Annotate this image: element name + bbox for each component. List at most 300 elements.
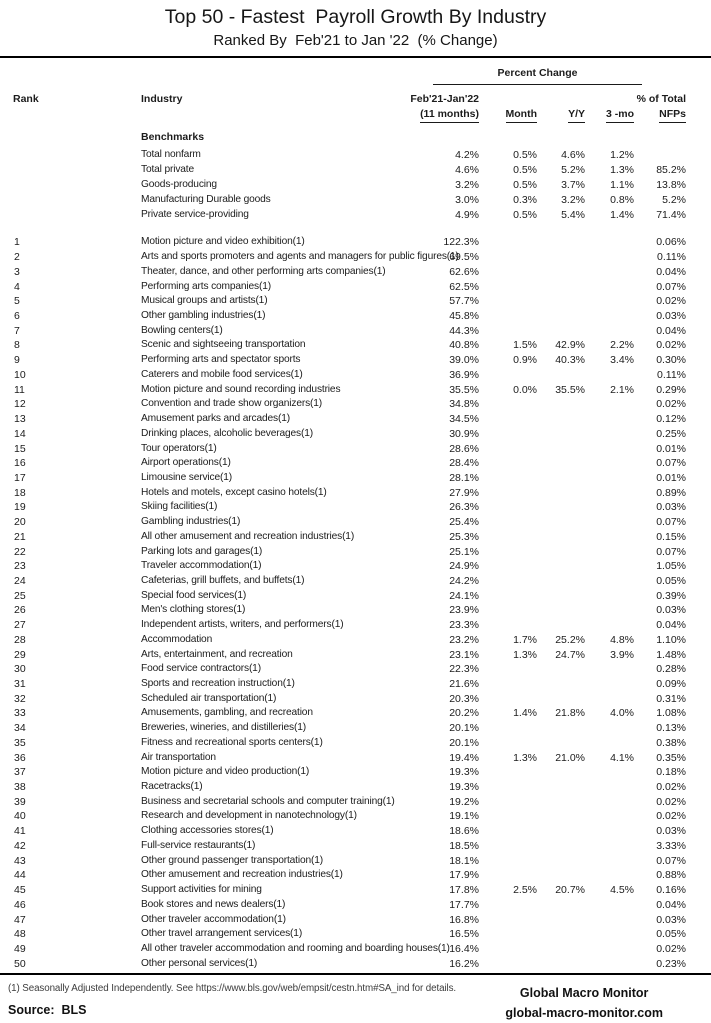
pct-nfp-cell: 0.09% (656, 678, 686, 691)
rank-cell: 14 (14, 427, 26, 440)
pct-month-cell: 0.5% (513, 163, 537, 176)
pct-yy-cell (537, 795, 585, 810)
yy-header-underlined: Y/Y (568, 107, 585, 123)
rank-cell: 45 (14, 884, 26, 897)
pct-yy-cell (537, 412, 585, 427)
pct-yy-cell (537, 545, 585, 560)
pct-month-cell (479, 442, 537, 457)
rank-cell: 43 (14, 854, 26, 867)
pct-nfp-cell: 0.03% (656, 825, 686, 838)
pct-nfp-cell: 0.88% (656, 869, 686, 882)
rank-cell: 3 (14, 265, 20, 278)
table-header (0, 58, 711, 130)
industry-cell: Limousine service(1) (141, 471, 232, 483)
industry-cell: Skiing facilities(1) (141, 501, 218, 513)
pct-yy-cell (537, 824, 585, 839)
month-column-header (479, 107, 537, 123)
pct-yy-cell (537, 942, 585, 957)
pct-nfp-cell: 1.08% (656, 707, 686, 720)
empty-header-cell (585, 92, 634, 107)
pct-11mo-cell: 25.3% (449, 530, 479, 543)
pct-11mo-cell: 28.6% (449, 442, 479, 455)
pct-month-cell: 2.5% (513, 884, 537, 897)
pct-nfp-cell: 0.12% (656, 413, 686, 426)
industry-cell: Manufacturing Durable goods (141, 193, 271, 205)
pct-nfp-cell: 0.02% (656, 942, 686, 955)
pct-month-cell: 0.5% (513, 208, 537, 221)
pct-11mo-cell: 20.3% (449, 692, 479, 705)
pct-11mo-cell: 17.7% (449, 898, 479, 911)
pct-month-cell (479, 530, 537, 545)
rank-cell: 27 (14, 619, 26, 632)
rank-cell: 23 (14, 560, 26, 573)
pct-yy-cell (537, 294, 585, 309)
pct-11mo-cell: 28.1% (449, 471, 479, 484)
pct-yy-cell (537, 927, 585, 942)
industry-cell: Bowling centers(1) (141, 324, 223, 336)
rank-cell: 47 (14, 913, 26, 926)
pct-11mo-cell: 24.9% (449, 560, 479, 573)
pct-nfp-cell: 0.03% (656, 604, 686, 617)
pct-11mo-cell: 21.6% (449, 678, 479, 691)
pct-month-cell (479, 913, 537, 928)
pct-3mo-cell (585, 324, 634, 339)
pct-yy-cell: 21.8% (555, 707, 585, 720)
pct-month-cell (479, 868, 537, 883)
rank-cell: 20 (14, 516, 26, 529)
pct-11mo-cell: 69.5% (449, 251, 479, 264)
pct-yy-cell (537, 662, 585, 677)
pct-yy-cell (537, 250, 585, 265)
pct-3mo-cell: 4.1% (610, 751, 634, 764)
pct-nfp-cell: 1.05% (656, 560, 686, 573)
pct-3mo-cell: 4.0% (610, 707, 634, 720)
pct-3mo-cell (585, 486, 634, 501)
industry-cell: Tour operators(1) (141, 442, 217, 454)
ranked-rows-body (0, 235, 711, 971)
pct-3mo-cell (585, 456, 634, 471)
empty-cell (8, 130, 141, 144)
pct-yy-cell: 3.2% (561, 193, 585, 206)
pct-yy-cell (537, 839, 585, 854)
pct-month-cell (479, 427, 537, 442)
pct-nfp-cell: 0.39% (656, 589, 686, 602)
pct-3mo-cell (585, 559, 634, 574)
pct-nfp-cell: 0.04% (656, 324, 686, 337)
industry-cell: Fitness and recreational sports centers(1) (141, 736, 323, 748)
pct-nfp-cell: 0.03% (656, 501, 686, 514)
rank-cell: 41 (14, 825, 26, 838)
pct-nfp-cell: 0.29% (656, 383, 686, 396)
pct-nfp-cell: 0.07% (656, 457, 686, 470)
pct-3mo-cell: 1.1% (610, 178, 634, 191)
pct-3mo-cell (585, 824, 634, 839)
pct-nfp-cell: 3.33% (656, 839, 686, 852)
industry-cell: Other traveler accommodation(1) (141, 913, 286, 925)
pct-11mo-cell: 24.1% (449, 589, 479, 602)
pct-11mo-cell: 45.8% (449, 310, 479, 323)
industry-cell: Arts, entertainment, and recreation (141, 648, 293, 660)
pct-3mo-cell (585, 427, 634, 442)
pct-11mo-cell: 16.8% (449, 913, 479, 926)
pct-month-cell: 1.4% (513, 707, 537, 720)
pct-nfp-cell: 0.16% (656, 884, 686, 897)
pct-nfp-cell: 0.04% (656, 619, 686, 632)
pct-11mo-cell: 27.9% (449, 486, 479, 499)
pct-yy-cell: 25.2% (555, 633, 585, 646)
pct-month-cell (479, 692, 537, 707)
pct-11mo-cell: 26.3% (449, 501, 479, 514)
period-header-underlined: (11 months) (420, 107, 479, 123)
pct-month-cell (479, 589, 537, 604)
pct-yy-cell (537, 309, 585, 324)
pct-yy-cell (537, 618, 585, 633)
pct-nfp-cell: 0.38% (656, 736, 686, 749)
pct-3mo-cell (585, 795, 634, 810)
industry-cell: Convention and trade show organizers(1) (141, 398, 323, 410)
industry-cell: All other traveler accommodation and rooming and boarding houses(1) (141, 942, 450, 954)
rank-cell: 9 (14, 354, 20, 367)
pct-yy-cell: 4.6% (561, 149, 585, 161)
pct-nfp-cell: 0.03% (656, 913, 686, 926)
pct-month-cell: 1.7% (513, 633, 537, 646)
rank-cell: 19 (14, 501, 26, 514)
empty-header-cell (537, 92, 585, 107)
pct-11mo-cell: 62.5% (449, 280, 479, 293)
industry-cell: Clothing accessories stores(1) (141, 825, 274, 837)
pct-month-cell (479, 765, 537, 780)
pct-month-cell: 0.5% (513, 149, 537, 161)
pct-month-cell (479, 486, 537, 501)
pct-11mo-cell: 23.1% (449, 648, 479, 661)
pct-3mo-cell (585, 515, 634, 530)
pct-month-cell: 0.0% (513, 383, 537, 396)
pct-3mo-cell (585, 603, 634, 618)
pct-3mo-cell: 4.5% (610, 884, 634, 897)
pct-11mo-cell: 22.3% (449, 663, 479, 676)
pct-3mo-cell (585, 736, 634, 751)
header-row-line2 (0, 107, 711, 123)
pct-11mo-cell: 35.5% (449, 383, 479, 396)
pct-month-cell: 1.3% (513, 751, 537, 764)
rank-cell: 26 (14, 604, 26, 617)
pct-nfp-cell: 0.05% (656, 928, 686, 941)
pct-month-cell: 0.9% (513, 354, 537, 367)
pct-month-cell: 0.5% (513, 178, 537, 191)
pct-11mo-cell: 16.2% (449, 957, 479, 970)
rank-cell: 25 (14, 589, 26, 602)
pct-month-cell (479, 721, 537, 736)
pct-month-cell (479, 795, 537, 810)
industry-cell: Motion picture and video exhibition(1) (141, 236, 305, 248)
pct-3mo-cell (585, 868, 634, 883)
pct-yy-cell (537, 471, 585, 486)
industry-cell: Total nonfarm (141, 149, 201, 160)
pct-yy-cell (537, 692, 585, 707)
rank-cell (8, 208, 141, 223)
pct-11mo-cell: 28.4% (449, 457, 479, 470)
industry-cell: Racetracks(1) (141, 781, 203, 793)
pct-3mo-cell (585, 397, 634, 412)
industry-cell: Research and development in nanotechnology(1) (141, 810, 357, 822)
benchmarks-body (0, 148, 711, 222)
pct-3mo-cell (585, 854, 634, 869)
pct-nfp-cell: 0.05% (656, 574, 686, 587)
rank-cell (8, 163, 141, 178)
pct-month-cell (479, 559, 537, 574)
pct-11mo-cell: 3.0% (455, 193, 479, 206)
industry-cell: Other travel arrangement services(1) (141, 928, 303, 940)
pct-yy-cell (537, 324, 585, 339)
pct-3mo-cell (585, 545, 634, 560)
section-gap (0, 222, 711, 235)
pct-month-cell (479, 368, 537, 383)
rank-cell: 10 (14, 368, 26, 381)
rank-cell: 7 (14, 324, 20, 337)
industry-cell: Breweries, wineries, and distilleries(1) (141, 722, 306, 734)
pct-3mo-cell (585, 677, 634, 692)
industry-column-header: Industry (141, 93, 183, 105)
rank-cell: 6 (14, 310, 20, 323)
rank-cell: 36 (14, 751, 26, 764)
footer-right (505, 983, 663, 1023)
industry-cell: Sports and recreation instruction(1) (141, 678, 295, 690)
pct-3mo-cell: 0.8% (610, 193, 634, 206)
rank-cell: 37 (14, 766, 26, 779)
pct-month-cell (479, 662, 537, 677)
pct-3mo-cell (585, 780, 634, 795)
rank-cell: 22 (14, 545, 26, 558)
pct-month-cell (479, 456, 537, 471)
rank-cell (8, 148, 141, 163)
pct-nfp-cell: 0.25% (656, 427, 686, 440)
pct-yy-cell (537, 515, 585, 530)
pct-month-cell (479, 309, 537, 324)
pct-nfp-cell: 0.02% (656, 295, 686, 308)
pct-nfp-cell: 0.07% (656, 280, 686, 293)
3mo-header-underlined: 3 -mo (606, 107, 634, 123)
rank-cell: 30 (14, 663, 26, 676)
pct-nfp-cell: 0.31% (656, 692, 686, 705)
pct-3mo-cell (585, 809, 634, 824)
empty-header-cell (479, 92, 537, 107)
pct-yy-cell (537, 854, 585, 869)
rank-cell: 38 (14, 781, 26, 794)
pct-yy-cell: 21.0% (555, 751, 585, 764)
pct-3mo-cell: 2.2% (610, 339, 634, 352)
rank-cell: 16 (14, 457, 26, 470)
pct-month-cell (479, 603, 537, 618)
pct-nfp-cell: 0.23% (656, 957, 686, 970)
pct-3mo-cell (585, 412, 634, 427)
pct-11mo-cell: 18.1% (449, 854, 479, 867)
industry-cell: Accommodation (141, 633, 213, 645)
pct-month-cell (479, 397, 537, 412)
rank-cell: 39 (14, 795, 26, 808)
industry-cell: Book stores and news dealers(1) (141, 898, 286, 910)
pct-yy-cell (537, 427, 585, 442)
pct-nfp-cell: 0.04% (656, 898, 686, 911)
pct-month-cell (479, 471, 537, 486)
pct-nfp-cell: 0.02% (656, 810, 686, 823)
pct-3mo-cell: 3.4% (610, 354, 634, 367)
industry-cell: Business and secretarial schools and computer training(1) (141, 795, 395, 807)
industry-cell: Amusement parks and arcades(1) (141, 413, 290, 425)
pct-month-cell (479, 412, 537, 427)
rank-cell: 50 (14, 957, 26, 970)
pct-11mo-cell: 4.2% (455, 149, 479, 161)
pct-3mo-cell (585, 235, 634, 250)
pct-11mo-cell: 20.2% (449, 707, 479, 720)
pct-nfp-cell: 0.30% (656, 354, 686, 367)
pct-3mo-cell (585, 265, 634, 280)
rank-cell: 21 (14, 530, 26, 543)
pct-month-cell: 1.3% (513, 648, 537, 661)
pct-yy-cell: 24.7% (555, 648, 585, 661)
pct-3mo-cell: 4.8% (610, 633, 634, 646)
industry-cell: Full-service restaurants(1) (141, 839, 256, 851)
pct-month-cell (479, 839, 537, 854)
pct-yy-cell (537, 530, 585, 545)
pct-3mo-cell (585, 765, 634, 780)
pct-nfp-cell: 71.4% (656, 208, 686, 221)
industry-cell: Performing arts companies(1) (141, 280, 271, 292)
pct-month-cell (479, 957, 537, 972)
month-header-underlined: Month (506, 107, 538, 123)
brand-name: Global Macro Monitor (519, 986, 649, 1001)
nfp-column-header-line2 (634, 107, 686, 123)
pct-11mo-cell: 4.6% (455, 163, 479, 176)
pct-nfp-cell: 0.02% (656, 339, 686, 352)
pct-nfp-cell: 0.11% (657, 251, 686, 264)
footer-left (8, 983, 488, 1023)
pct-nfp-cell (634, 148, 686, 163)
industry-cell: Food service contractors(1) (141, 663, 261, 675)
pct-11mo-cell: 20.1% (449, 722, 479, 735)
pct-3mo-cell (585, 471, 634, 486)
pct-month-cell (479, 736, 537, 751)
empty-header-cell (8, 107, 141, 123)
3mo-column-header (585, 107, 634, 123)
rank-cell: 28 (14, 633, 26, 646)
pct-month-cell (479, 780, 537, 795)
pct-yy-cell (537, 898, 585, 913)
pct-month-cell (479, 515, 537, 530)
pct-11mo-cell: 19.4% (449, 751, 479, 764)
rank-cell: 46 (14, 898, 26, 911)
industry-cell: Men's clothing stores(1) (141, 604, 246, 616)
rank-cell: 29 (14, 648, 26, 661)
benchmarks-label: Benchmarks (141, 131, 205, 143)
pct-11mo-cell: 23.9% (449, 604, 479, 617)
pct-3mo-cell: 1.2% (610, 149, 634, 161)
industry-cell: Total private (141, 163, 194, 175)
rank-cell (8, 193, 141, 208)
pct-yy-cell (537, 442, 585, 457)
rank-cell: 13 (14, 413, 26, 426)
pct-nfp-cell: 13.8% (656, 178, 686, 191)
pct-3mo-cell (585, 898, 634, 913)
pct-11mo-cell: 34.8% (449, 398, 479, 411)
pct-yy-cell: 20.7% (555, 884, 585, 897)
rank-cell: 2 (14, 251, 20, 264)
industry-cell: Goods-producing (141, 178, 217, 190)
pct-yy-cell (537, 765, 585, 780)
pct-nfp-cell: 0.04% (656, 265, 686, 278)
pct-yy-cell (537, 500, 585, 515)
pct-month-cell: 0.3% (513, 193, 537, 206)
pct-3mo-cell (585, 662, 634, 677)
rank-cell: 4 (14, 280, 20, 293)
pct-nfp-cell: 0.28% (656, 663, 686, 676)
pct-nfp-cell: 0.89% (656, 486, 686, 499)
pct-yy-cell (537, 868, 585, 883)
industry-cell: Amusements, gambling, and recreation (141, 707, 313, 719)
pct-nfp-cell: 1.48% (656, 648, 686, 661)
industry-cell: Theater, dance, and other performing arts companies(1) (141, 265, 386, 277)
pct-yy-cell (537, 265, 585, 280)
pct-3mo-cell (585, 927, 634, 942)
pct-yy-cell (537, 235, 585, 250)
pct-11mo-cell: 18.5% (449, 839, 479, 852)
industry-cell: Motion picture and sound recording industries (141, 383, 341, 395)
pct-month-cell (479, 942, 537, 957)
rank-cell: 40 (14, 810, 26, 823)
pct-3mo-cell: 1.3% (610, 163, 634, 176)
pct-yy-cell (537, 280, 585, 295)
pct-yy-cell (537, 677, 585, 692)
pct-3mo-cell (585, 280, 634, 295)
industry-cell: Hotels and motels, except casino hotels(1) (141, 486, 327, 498)
pct-11mo-cell: 19.1% (449, 810, 479, 823)
pct-11mo-cell: 36.9% (449, 368, 479, 381)
pct-11mo-cell: 39.0% (449, 354, 479, 367)
pct-nfp-cell: 0.06% (656, 236, 686, 249)
pct-yy-cell (537, 913, 585, 928)
pct-11mo-cell: 17.9% (449, 869, 479, 882)
pct-3mo-cell (585, 530, 634, 545)
pct-yy-cell (537, 780, 585, 795)
pct-11mo-cell: 4.9% (455, 208, 479, 221)
pct-yy-cell: 3.7% (561, 178, 585, 191)
pct-11mo-cell: 25.4% (449, 516, 479, 529)
pct-nfp-cell: 0.01% (656, 442, 686, 455)
industry-cell: Motion picture and video production(1) (141, 766, 310, 778)
industry-cell: Scenic and sightseeing transportation (141, 339, 306, 351)
pct-11mo-cell: 16.4% (449, 942, 479, 955)
pct-yy-cell (537, 809, 585, 824)
pct-3mo-cell (585, 294, 634, 309)
yy-column-header (537, 107, 585, 123)
pct-yy-cell: 35.5% (555, 383, 585, 396)
rank-cell: 35 (14, 736, 26, 749)
rank-cell: 15 (14, 442, 26, 455)
pct-nfp-cell: 0.07% (656, 545, 686, 558)
header-row-line1 (0, 92, 711, 107)
period-column-header-line1: Feb'21-Jan'22 (410, 93, 479, 105)
pct-yy-cell (537, 589, 585, 604)
industry-cell: Arts and sports promoters and agents and managers for public figures(1) (141, 251, 459, 263)
rank-cell: 44 (14, 869, 26, 882)
pct-month-cell (479, 500, 537, 515)
pct-3mo-cell (585, 368, 634, 383)
pct-3mo-cell (585, 574, 634, 589)
pct-month-cell (479, 250, 537, 265)
rank-cell: 11 (14, 383, 25, 396)
rank-cell: 18 (14, 486, 26, 499)
pct-month-cell (479, 809, 537, 824)
rank-cell: 8 (14, 339, 20, 352)
